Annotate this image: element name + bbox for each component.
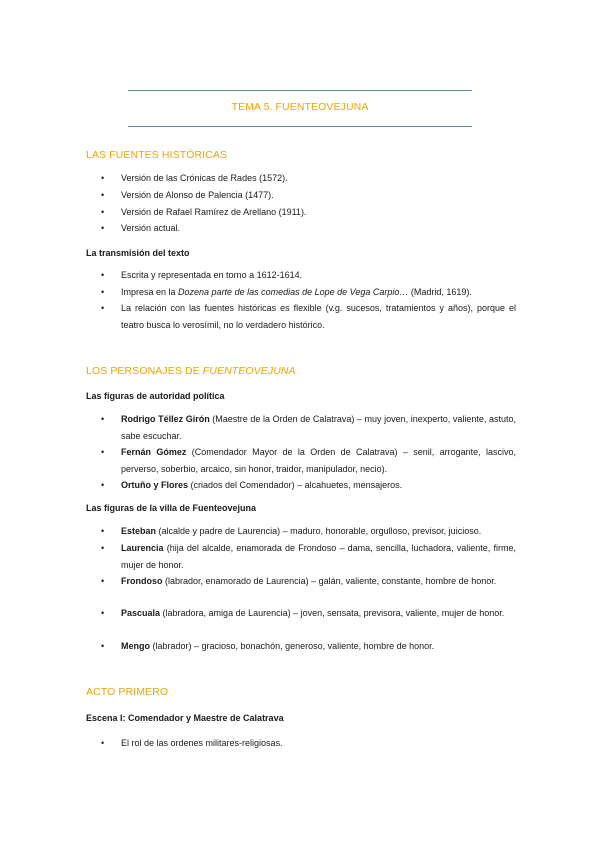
bullet-icon: •	[101, 608, 105, 618]
bullet-icon: •	[101, 303, 105, 313]
title-top-rule	[128, 90, 472, 91]
subheading-transmision: La transmisión del texto	[86, 248, 190, 258]
list-item	[121, 638, 516, 655]
bullet-icon: •	[101, 414, 105, 424]
section-heading-acto: ACTO PRIMERO	[86, 686, 169, 698]
bullet-icon: •	[101, 480, 105, 490]
page-title: TEMA 5. FUENTEOVEJUNA	[231, 101, 369, 113]
bullet-icon: •	[101, 190, 105, 200]
bullet-icon: •	[101, 270, 105, 280]
character-name: Mengo	[121, 641, 150, 651]
list-item: Versión de Alonso de Palencia (1477).	[121, 190, 274, 200]
heading-title: FUENTEOVEJUNA	[202, 365, 296, 377]
bullet-icon: •	[101, 543, 105, 553]
bullet-icon: •	[101, 207, 105, 217]
character-desc: (labrador) – gracioso, bonachón, generoso, valiente, hombre de honor.	[150, 641, 435, 651]
character-name: Frondoso	[121, 576, 163, 586]
list-item	[121, 523, 516, 540]
character-name: Ortuño y Flores	[121, 480, 189, 490]
character-name: Rodrigo Téllez Girón	[121, 414, 210, 424]
list-item	[121, 540, 516, 573]
list-item	[121, 284, 516, 301]
section-heading-fuentes: LAS FUENTES HISTÓRICAS	[86, 149, 228, 161]
character-desc: (labradora, amiga de Laurencia) – joven, sensata, previsora, valiente, mujer de honor.	[160, 608, 505, 618]
character-desc: (criados del Comendador) – alcahuetes, mensajeros.	[188, 480, 403, 490]
list-item: Versión de Rafael Ramírez de Arellano (1911).	[121, 207, 307, 217]
list-item: Versión actual.	[121, 223, 181, 233]
list-item	[121, 444, 516, 477]
item-text: (Madrid, 1619).	[408, 287, 472, 297]
character-desc: (hija del alcalde, enamorada de Frondoso – dama, sencilla, luchadora, valiente, firme, mujer de honor.	[121, 543, 516, 570]
list-item	[121, 573, 516, 590]
bullet-icon: •	[101, 173, 105, 183]
list-item	[121, 411, 516, 444]
bullet-icon: •	[101, 287, 105, 297]
list-item: El rol de las ordenes militares-religiosas.	[121, 738, 283, 748]
bullet-icon: •	[101, 641, 105, 651]
list-item	[121, 477, 516, 494]
list-item: Versión de las Crónicas de Rades (1572).	[121, 173, 288, 183]
list-item: La relación con las fuentes históricas es flexible (v.g. sucesos, tratamientos y años), porque el teatro busca lo verosímil, no lo verdadero histórico.	[121, 303, 516, 330]
section-heading-personajes	[86, 365, 296, 377]
list-item	[121, 605, 516, 622]
list-item: Escrita y representada en torno a 1612-1614.	[121, 270, 303, 280]
bullet-icon: •	[101, 526, 105, 536]
character-name: Laurencia	[121, 543, 164, 553]
subheading-autoridad: Las figuras de autoridad política	[86, 391, 225, 401]
character-desc: (alcalde y padre de Laurencia) – maduro, honorable, orgulloso, previsor, juicioso.	[156, 526, 482, 536]
bullet-icon: •	[101, 576, 105, 586]
character-desc: (labrador, enamorado de Laurencia) – galán, valiente, constante, hombre de honor.	[162, 576, 497, 586]
bullet-icon: •	[101, 447, 105, 457]
character-name: Fernán Gómez	[121, 447, 187, 457]
bullet-icon: •	[101, 738, 105, 748]
book-title: Dozena parte de las comedias de Lope de Vega Carpio…	[178, 287, 409, 297]
item-text: Impresa en la	[121, 287, 179, 297]
subheading-villa: Las figuras de la villa de Fuenteovejuna	[86, 503, 257, 513]
character-name: Esteban	[121, 526, 157, 536]
character-name: Pascuala	[121, 608, 161, 618]
character-desc: (Maestre de la Orden de Calatrava) – muy joven, inexperto, valiente, astuto, sabe escuchar.	[121, 414, 516, 441]
subheading-escena: Escena I: Comendador y Maestre de Calatrava	[86, 713, 284, 723]
character-desc: (Comendador Mayor de la Orden de Calatrava) – senil, arrogante, lascivo, perverso, soberbio, arcaico, sin honor, traidor, manipulador, necio).	[121, 447, 516, 474]
title-bottom-rule	[128, 126, 472, 127]
heading-text: LOS PERSONAJES DE	[86, 365, 203, 377]
bullet-icon: •	[101, 223, 105, 233]
